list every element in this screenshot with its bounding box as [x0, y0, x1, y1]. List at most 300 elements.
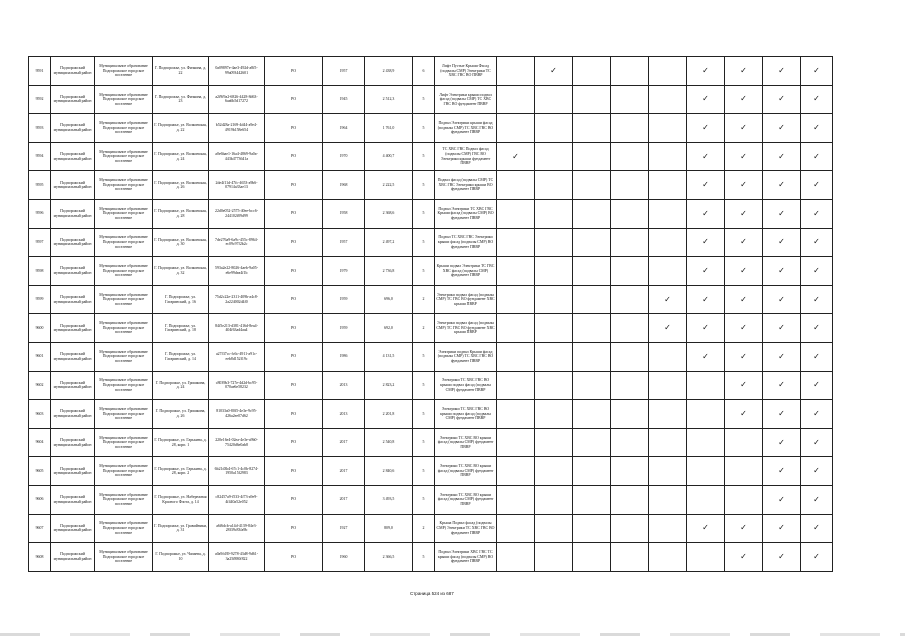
cell-year: 1964	[323, 114, 365, 143]
checkmark-cell-6	[687, 228, 725, 257]
cell-year: 2013	[323, 371, 365, 400]
cell-guid: 84f5e213-d381-416d-8ea4-404f63ad4aa4	[209, 314, 265, 343]
checkmark-icon: ✓	[512, 151, 519, 161]
checkmark-icon: ✓	[813, 380, 820, 390]
table-row	[29, 228, 833, 257]
cell-address: Г. Подпорожье, ул. Волкинская, д. 22	[153, 114, 209, 143]
checkmark-cell-3	[573, 199, 611, 228]
cell-number: 9608	[29, 543, 51, 572]
cell-settlement: Муниципальное образование Подпорожское городское поселение	[95, 114, 153, 143]
cell-address: Г. Подпорожье, ул. Волкинская, д. 24	[153, 142, 209, 171]
checkmark-cell-3	[573, 57, 611, 86]
cell-number: 9598	[29, 257, 51, 286]
checkmark-cell-8	[763, 85, 801, 114]
cell-work-types: ТС ХВС ГВС Подвал фасад (подвалы СМР) ГВС ВО Электрики крыши фундамент ПВВР	[435, 142, 497, 171]
checkmark-cell-8	[763, 285, 801, 314]
cell-work-types: Подвал фасад (подвалы СМР) ТС ХВС ГВС Электрики крыши ВО фундамент ПВВР	[435, 171, 497, 200]
checkmark-cell-1	[497, 257, 535, 286]
checkmark-cell-2	[535, 85, 573, 114]
cell-guid: 593a2e22-8026-4aeb-9a05-e6e99dea4f1b	[209, 257, 265, 286]
cell-term: 5	[413, 171, 435, 200]
checkmark-cell-9	[801, 114, 833, 143]
checkmark-cell-2	[535, 142, 573, 171]
checkmark-cell-9	[801, 428, 833, 457]
cell-fund-type: РО	[265, 257, 323, 286]
cell-settlement: Муниципальное образование Подпорожское городское поселение	[95, 400, 153, 429]
checkmark-icon: ✓	[813, 265, 820, 275]
cell-term: 5	[413, 228, 435, 257]
checkmark-icon: ✓	[778, 494, 785, 504]
cell-year: 2017	[323, 485, 365, 514]
cell-district: Подпорожский муниципальный район	[51, 371, 95, 400]
checkmark-cell-5	[649, 400, 687, 429]
cell-district: Подпорожский муниципальный район	[51, 285, 95, 314]
checkmark-icon: ✓	[778, 523, 785, 533]
checkmark-cell-5	[649, 199, 687, 228]
cell-year: 1979	[323, 257, 365, 286]
cell-area: 809,0	[365, 514, 413, 543]
cell-term: 5	[413, 428, 435, 457]
cell-settlement: Муниципальное образование Подпорожское городское поселение	[95, 457, 153, 486]
cell-guid: a6f6dcb-a14d-4139-84e3-28f39c83fa9b	[209, 514, 265, 543]
checkmark-icon: ✓	[778, 437, 785, 447]
checkmark-icon: ✓	[740, 122, 747, 132]
checkmark-cell-3	[573, 85, 611, 114]
cell-number: 9607	[29, 514, 51, 543]
checkmark-cell-7	[725, 85, 763, 114]
checkmark-cell-8	[763, 314, 801, 343]
checkmark-cell-4	[611, 514, 649, 543]
checkmark-cell-6	[687, 543, 725, 572]
checkmark-cell-3	[573, 142, 611, 171]
checkmark-icon: ✓	[813, 65, 820, 75]
checkmark-cell-5	[649, 428, 687, 457]
cell-district: Подпорожский муниципальный район	[51, 543, 95, 572]
checkmark-cell-8	[763, 485, 801, 514]
checkmark-cell-9	[801, 199, 833, 228]
cell-fund-type: РО	[265, 57, 323, 86]
table-row	[29, 57, 833, 86]
checkmark-cell-4	[611, 199, 649, 228]
cell-number: 9594	[29, 142, 51, 171]
table-row	[29, 285, 833, 314]
checkmark-cell-3	[573, 285, 611, 314]
checkmark-cell-3	[573, 257, 611, 286]
cell-address: Г. Подпорожье, ул. Волкинская, д. 30	[153, 228, 209, 257]
cell-address: Г. Подпорожье, ул. Гагаринский, д. 18	[153, 314, 209, 343]
checkmark-cell-1	[497, 485, 535, 514]
checkmark-cell-1	[497, 400, 535, 429]
cell-settlement: Муниципальное образование Подпорожское городское поселение	[95, 314, 153, 343]
checkmark-icon: ✓	[813, 237, 820, 247]
checkmark-icon: ✓	[813, 94, 820, 104]
checkmark-cell-4	[611, 285, 649, 314]
cell-fund-type: РО	[265, 314, 323, 343]
cell-work-types: Электрики подвал фасад (подвалы СМР) ТС ГВС ВО фундамент ХВС крыши ПВВР	[435, 314, 497, 343]
checkmark-cell-4	[611, 342, 649, 371]
checkmark-cell-2	[535, 114, 573, 143]
checkmark-cell-1	[497, 114, 535, 143]
checkmark-cell-5	[649, 371, 687, 400]
cell-guid: c82457a9-f533-4f73-a9e9-4f440a52e052	[209, 485, 265, 514]
table-row	[29, 314, 833, 343]
checkmark-icon: ✓	[778, 551, 785, 561]
checkmark-cell-3	[573, 457, 611, 486]
checkmark-cell-6	[687, 171, 725, 200]
cell-year: 1959	[323, 285, 365, 314]
cell-number: 9591	[29, 57, 51, 86]
table-row	[29, 457, 833, 486]
cell-year: 1970	[323, 142, 365, 171]
checkmark-cell-9	[801, 142, 833, 171]
cell-term: 5	[413, 114, 435, 143]
cell-work-types: Лифт Электрики крыши подвал фасад (подвалы СМР) ТС ХВС ГВС ВО фундамент ПВВР	[435, 85, 497, 114]
checkmark-cell-1	[497, 171, 535, 200]
cell-year: 1958	[323, 199, 365, 228]
checkmark-cell-5	[649, 314, 687, 343]
cell-settlement: Муниципальное образование Подпорожское городское поселение	[95, 257, 153, 286]
cell-district: Подпорожский муниципальный район	[51, 257, 95, 286]
checkmark-cell-6	[687, 457, 725, 486]
checkmark-icon: ✓	[702, 265, 709, 275]
checkmark-cell-1	[497, 457, 535, 486]
checkmark-icon: ✓	[813, 351, 820, 361]
cell-work-types: Электрики ТС ХВС ГВС ВО крыши подвал фасад (подвалы СМР) фундамент ПВВР	[435, 400, 497, 429]
cell-guid: a0e6bae1-16a4-4869-9a0a-443b4773641a	[209, 142, 265, 171]
cell-district: Подпорожский муниципальный район	[51, 171, 95, 200]
cell-area: 2 736,8	[365, 257, 413, 286]
checkmark-icon: ✓	[778, 380, 785, 390]
checkmark-icon: ✓	[778, 351, 785, 361]
checkmark-cell-4	[611, 543, 649, 572]
checkmark-cell-3	[573, 171, 611, 200]
cell-year: 1968	[323, 171, 365, 200]
checkmark-icon: ✓	[702, 208, 709, 218]
checkmark-icon: ✓	[813, 151, 820, 161]
cell-work-types: Электрики ТС ХВС ВО крыши фасад (подвалы СМР) фундамент ПВВР	[435, 457, 497, 486]
checkmark-icon: ✓	[778, 237, 785, 247]
checkmark-cell-3	[573, 114, 611, 143]
checkmark-cell-5	[649, 285, 687, 314]
checkmark-cell-2	[535, 371, 573, 400]
cell-fund-type: РО	[265, 142, 323, 171]
checkmark-icon: ✓	[740, 265, 747, 275]
checkmark-icon: ✓	[813, 551, 820, 561]
checkmark-icon: ✓	[702, 151, 709, 161]
cell-guid: a27f37cc-fc6c-4911-a91c-eeb8d152f19c	[209, 342, 265, 371]
checkmark-cell-8	[763, 400, 801, 429]
checkmark-cell-8	[763, 428, 801, 457]
table-body	[29, 57, 833, 572]
checkmark-cell-6	[687, 285, 725, 314]
cell-area: 2 540,8	[365, 428, 413, 457]
checkmark-icon: ✓	[702, 180, 709, 190]
checkmark-cell-7	[725, 485, 763, 514]
checkmark-cell-2	[535, 171, 573, 200]
cell-work-types: Электрики ТС ХВС ВО крыши фасад (подвалы СМР) фундамент ПВВР	[435, 485, 497, 514]
checkmark-cell-8	[763, 114, 801, 143]
checkmark-cell-6	[687, 142, 725, 171]
cell-fund-type: РО	[265, 485, 323, 514]
checkmark-cell-2	[535, 342, 573, 371]
cell-settlement: Муниципальное образование Подпорожское городское поселение	[95, 228, 153, 257]
checkmark-cell-1	[497, 142, 535, 171]
cell-term: 5	[413, 85, 435, 114]
checkmark-cell-3	[573, 371, 611, 400]
checkmark-cell-3	[573, 228, 611, 257]
checkmark-icon: ✓	[740, 237, 747, 247]
checkmark-cell-8	[763, 543, 801, 572]
cell-area: 696,0	[365, 285, 413, 314]
cell-term: 5	[413, 485, 435, 514]
cell-guid: 6b21d3b4-67c1-4c0b-8274-1950a15f2983	[209, 457, 265, 486]
checkmark-cell-9	[801, 342, 833, 371]
checkmark-cell-4	[611, 428, 649, 457]
table-row	[29, 428, 833, 457]
checkmark-cell-4	[611, 485, 649, 514]
checkmark-cell-4	[611, 257, 649, 286]
checkmark-cell-9	[801, 371, 833, 400]
checkmark-icon: ✓	[813, 523, 820, 533]
checkmark-icon: ✓	[702, 351, 709, 361]
cell-settlement: Муниципальное образование Подпорожское городское поселение	[95, 285, 153, 314]
checkmark-icon: ✓	[702, 294, 709, 304]
cell-work-types: Подвал Электрики ХВС ГВС ТС крыши фасад (подвалы СМР) ВО фундамент ПВВР	[435, 543, 497, 572]
checkmark-icon: ✓	[778, 65, 785, 75]
checkmark-cell-1	[497, 371, 535, 400]
cell-year: 1957	[323, 57, 365, 86]
checkmark-cell-6	[687, 85, 725, 114]
checkmark-cell-7	[725, 57, 763, 86]
checkmark-cell-2	[535, 285, 573, 314]
checkmark-cell-8	[763, 371, 801, 400]
checkmark-cell-3	[573, 485, 611, 514]
cell-settlement: Муниципальное образование Подпорожское городское поселение	[95, 171, 153, 200]
checkmark-cell-6	[687, 485, 725, 514]
table-row	[29, 199, 833, 228]
cell-term: 2	[413, 514, 435, 543]
checkmark-icon: ✓	[778, 294, 785, 304]
cell-guid: b52d28a-2169-4d44-a9e4-4919b158e654	[209, 114, 265, 143]
checkmark-cell-9	[801, 485, 833, 514]
cell-area: 692,0	[365, 314, 413, 343]
cell-area: 2 438,9	[365, 57, 413, 86]
cell-year: 1927	[323, 514, 365, 543]
cell-work-types: Подвал ТС ХВС ГВС Электрики крыши фасад (подвалы СМР) ВО фундамент ПВВР	[435, 228, 497, 257]
checkmark-cell-2	[535, 199, 573, 228]
checkmark-cell-2	[535, 228, 573, 257]
checkmark-cell-9	[801, 457, 833, 486]
cell-number: 9597	[29, 228, 51, 257]
cell-guid: 7de276a9-6a9c-455c-8964-ec09c97f2b2c	[209, 228, 265, 257]
checkmark-cell-5	[649, 85, 687, 114]
checkmark-icon: ✓	[740, 294, 747, 304]
checkmark-cell-8	[763, 514, 801, 543]
checkmark-cell-2	[535, 314, 573, 343]
checkmark-cell-4	[611, 57, 649, 86]
checkmark-cell-8	[763, 142, 801, 171]
checkmark-icon: ✓	[813, 408, 820, 418]
checkmark-cell-1	[497, 543, 535, 572]
checkmark-cell-5	[649, 485, 687, 514]
cell-guid: c8039b3-727e-4d2d-bc95-070ae6e58232	[209, 371, 265, 400]
cell-district: Подпорожский муниципальный район	[51, 514, 95, 543]
cell-year: 1957	[323, 228, 365, 257]
cell-area: 4 131,5	[365, 342, 413, 371]
checkmark-icon: ✓	[778, 323, 785, 333]
table-row	[29, 171, 833, 200]
checkmark-cell-9	[801, 57, 833, 86]
checkmark-cell-7	[725, 342, 763, 371]
cell-settlement: Муниципальное образование Подпорожское городское поселение	[95, 142, 153, 171]
cell-number: 9606	[29, 485, 51, 514]
cell-guid: a0a9fd39-9278-43d8-9d61-3a25f880f822	[209, 543, 265, 572]
cell-term: 6	[413, 57, 435, 86]
cell-address: Г. Подпорожье, ул. Гагаринский, д. 14	[153, 342, 209, 371]
checkmark-icon: ✓	[813, 208, 820, 218]
checkmark-cell-1	[497, 342, 535, 371]
checkmark-icon: ✓	[740, 351, 747, 361]
checkmark-cell-4	[611, 228, 649, 257]
cell-work-types: Лифт Пустые Крыши Фасад (подвалы СМР) Электрики ТС ХВС ГВС ВО ПВВР	[435, 57, 497, 86]
cell-work-types: Электрики подвал фасад (подвалы СМР) ТС ГВС ВО фундамент ХВС крыши ПВВР	[435, 285, 497, 314]
checkmark-icon: ✓	[702, 65, 709, 75]
checkmark-icon: ✓	[740, 523, 747, 533]
cell-work-types: Подвал Электрики крыши фасад (подвалы СМР) ТС ХВС ГВС ВО фундамент ПВВР	[435, 114, 497, 143]
checkmark-icon: ✓	[813, 466, 820, 476]
checkmark-icon: ✓	[778, 151, 785, 161]
checkmark-cell-7	[725, 543, 763, 572]
cell-district: Подпорожский муниципальный район	[51, 485, 95, 514]
cell-term: 2	[413, 285, 435, 314]
cell-work-types: Электрики ТС ХВС ВО крыши фасад (подвалы СМР) фундамент ПВВР	[435, 428, 497, 457]
checkmark-cell-3	[573, 314, 611, 343]
checkmark-icon: ✓	[778, 180, 785, 190]
checkmark-icon: ✓	[813, 323, 820, 333]
cell-number: 9595	[29, 171, 51, 200]
cell-fund-type: РО	[265, 371, 323, 400]
cell-term: 5	[413, 257, 435, 286]
checkmark-icon: ✓	[778, 94, 785, 104]
checkmark-cell-2	[535, 257, 573, 286]
checkmark-cell-2	[535, 428, 573, 457]
cell-year: 1945	[323, 85, 365, 114]
cell-settlement: Муниципальное образование Подпорожское городское поселение	[95, 428, 153, 457]
checkmark-cell-8	[763, 228, 801, 257]
cell-year: 2013	[323, 400, 365, 429]
checkmark-icon: ✓	[740, 94, 747, 104]
checkmark-icon: ✓	[740, 551, 747, 561]
cell-fund-type: РО	[265, 457, 323, 486]
checkmark-cell-9	[801, 257, 833, 286]
cell-year: 1959	[323, 314, 365, 343]
checkmark-cell-2	[535, 57, 573, 86]
cell-address: Г. Подпорожье, ул. Волкинская, д. 28	[153, 199, 209, 228]
cell-fund-type: РО	[265, 543, 323, 572]
cell-address: Г. Подпорожье, ул. Физкина, д. 22	[153, 57, 209, 86]
checkmark-cell-3	[573, 342, 611, 371]
cell-term: 5	[413, 457, 435, 486]
cell-term: 5	[413, 543, 435, 572]
page-footer: Страница 524 из 687	[410, 591, 454, 596]
cell-area: 2 366,5	[365, 543, 413, 572]
checkmark-cell-7	[725, 199, 763, 228]
cell-number: 9604	[29, 428, 51, 457]
checkmark-icon: ✓	[740, 208, 747, 218]
checkmark-cell-1	[497, 285, 535, 314]
checkmark-cell-3	[573, 428, 611, 457]
cell-number: 9592	[29, 85, 51, 114]
cell-number: 9599	[29, 285, 51, 314]
checkmark-cell-9	[801, 171, 833, 200]
checkmark-icon: ✓	[813, 494, 820, 504]
cell-address: Г. Подпорожье, ул. Гришкина, д. 26	[153, 400, 209, 429]
checkmark-cell-5	[649, 171, 687, 200]
checkmark-cell-1	[497, 57, 535, 86]
checkmark-cell-1	[497, 428, 535, 457]
cell-fund-type: РО	[265, 171, 323, 200]
checkmark-cell-7	[725, 114, 763, 143]
cell-fund-type: РО	[265, 199, 323, 228]
checkmark-cell-7	[725, 228, 763, 257]
cell-district: Подпорожский муниципальный район	[51, 400, 95, 429]
cell-year: 2017	[323, 428, 365, 457]
checkmark-icon: ✓	[813, 180, 820, 190]
checkmark-cell-8	[763, 342, 801, 371]
cell-work-types: Электрики подвал Крыши фасад (подвалы СМР) ТС ХВС ГВС ВО фундамент ПВВР	[435, 342, 497, 371]
checkmark-cell-7	[725, 142, 763, 171]
cell-year: 1960	[323, 543, 365, 572]
checkmark-cell-5	[649, 257, 687, 286]
cell-term: 5	[413, 199, 435, 228]
checkmark-cell-9	[801, 85, 833, 114]
cell-term: 5	[413, 342, 435, 371]
cell-address: Г. Подпорожье, ул. Гравийники, д. 31	[153, 514, 209, 543]
cell-area: 3 493,5	[365, 485, 413, 514]
checkmark-icon: ✓	[813, 294, 820, 304]
checkmark-cell-4	[611, 457, 649, 486]
checkmark-icon: ✓	[702, 323, 709, 333]
table-row	[29, 142, 833, 171]
checkmark-cell-6	[687, 371, 725, 400]
checkmark-icon: ✓	[740, 180, 747, 190]
cell-fund-type: РО	[265, 114, 323, 143]
cell-address: Г. Подпорожье, ул. Гагаринский, д. 16	[153, 285, 209, 314]
checkmark-cell-1	[497, 314, 535, 343]
cell-fund-type: РО	[265, 342, 323, 371]
cell-settlement: Муниципальное образование Подпорожское городское поселение	[95, 543, 153, 572]
cell-address: Г. Подпорожье, ул. Гришкина, д. 24	[153, 371, 209, 400]
cell-district: Подпорожский муниципальный район	[51, 199, 95, 228]
checkmark-cell-4	[611, 400, 649, 429]
table-row	[29, 485, 833, 514]
table-row	[29, 514, 833, 543]
checkmark-cell-9	[801, 228, 833, 257]
cell-year: 1986	[323, 342, 365, 371]
checkmark-icon: ✓	[740, 323, 747, 333]
checkmark-cell-6	[687, 199, 725, 228]
checkmark-icon: ✓	[740, 65, 747, 75]
cell-fund-type: РО	[265, 85, 323, 114]
table-row	[29, 85, 833, 114]
cell-number: 9603	[29, 400, 51, 429]
checkmark-icon: ✓	[740, 408, 747, 418]
checkmark-cell-8	[763, 171, 801, 200]
cell-area: 2 201,8	[365, 400, 413, 429]
cell-district: Подпорожский муниципальный район	[51, 428, 95, 457]
cell-settlement: Муниципальное образование Подпорожское городское поселение	[95, 342, 153, 371]
cell-district: Подпорожский муниципальный район	[51, 228, 95, 257]
